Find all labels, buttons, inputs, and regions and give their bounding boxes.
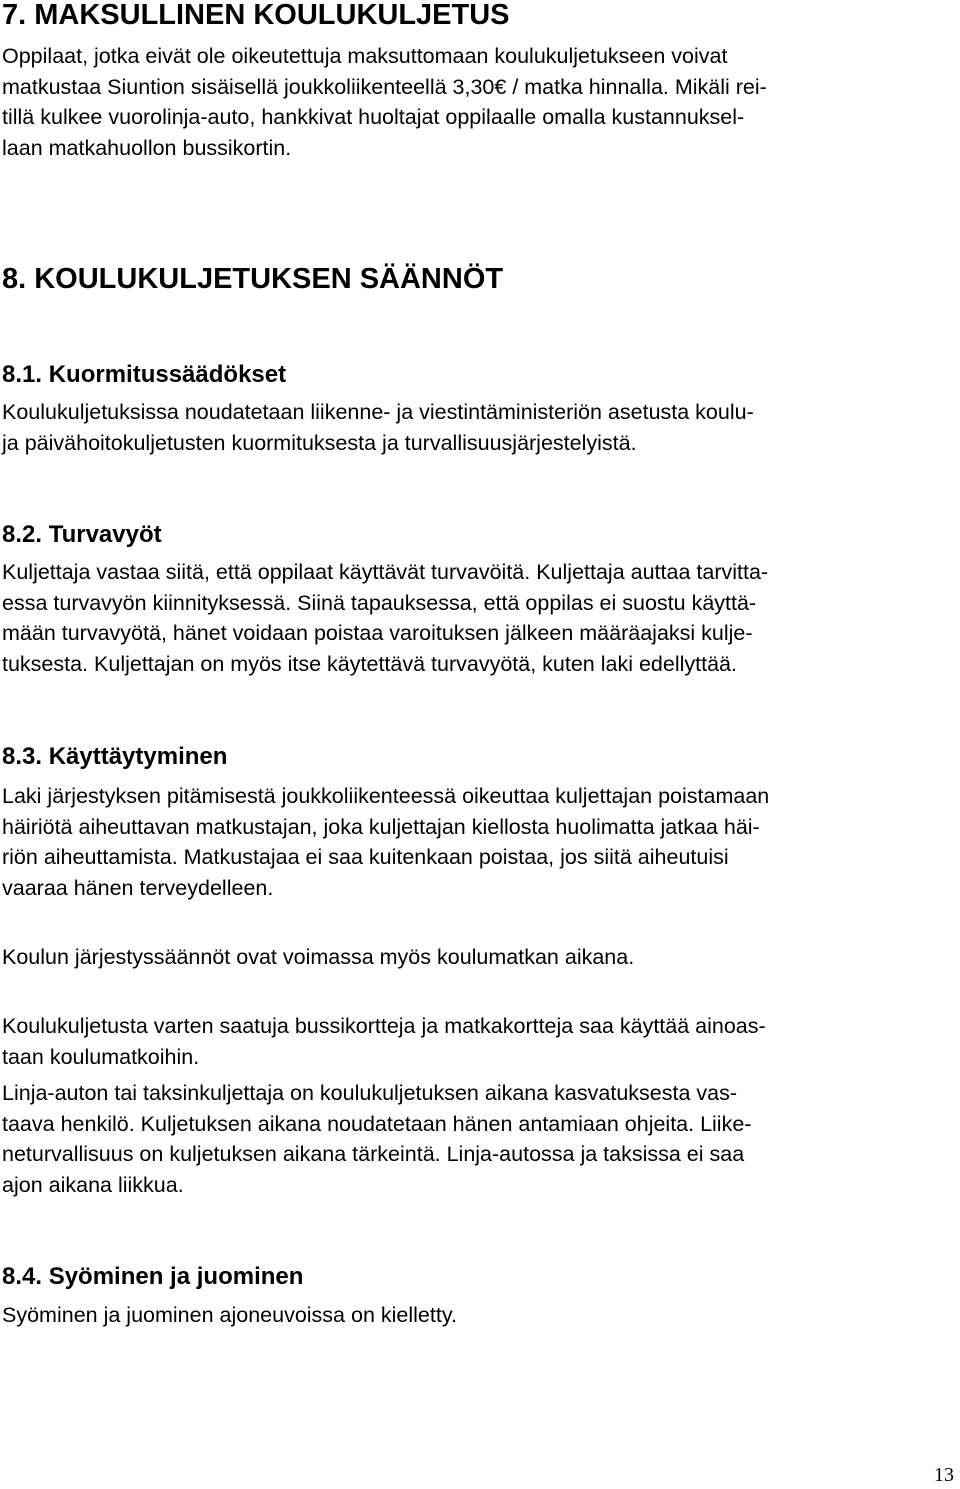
paragraph-line: Kuljettaja vastaa siitä, että oppilaat käyttävät turvavöitä. Kuljettaja auttaa tarvitta- xyxy=(2,560,769,584)
paragraph-line: riön aiheuttamista. Matkustajaa ei saa kuitenkaan poistaa, jos siitä aiheutuisi xyxy=(2,845,729,869)
paragraph-line: Koulun järjestyssäännöt ovat voimassa myös koulumatkan aikana. xyxy=(2,945,635,969)
page-number: 13 xyxy=(934,1464,954,1486)
paragraph-line: essa turvavyön kiinnityksessä. Siinä tapauksessa, että oppilas ei suostu käyttä- xyxy=(2,590,757,615)
paragraph-line: laan matkahuollon bussikortin. xyxy=(2,135,292,160)
paragraph-line: tuksesta. Kuljettajan on myös itse käytettävä turvavyötä, kuten laki edellyttää. xyxy=(2,651,737,676)
section-8-4-paragraph xyxy=(2,1300,958,1331)
paragraph-line: tillä kulkee vuorolinja-auto, hankkivat huoltajat oppilaalle omalla kustannuksel- xyxy=(2,105,745,129)
section-8-2-heading: 8.2. Turvavyöt xyxy=(2,521,162,548)
paragraph-line: häiriötä aiheuttavan matkustajan, joka kuljettajan kiellosta huolimatta jatkaa häi- xyxy=(2,814,760,839)
section-8-3-paragraph-3 xyxy=(2,1011,958,1072)
paragraph-line: matkustaa Siuntion sisäisellä joukkoliikenteellä 3,30€ / matka hinnalla. Mikäli rei- xyxy=(2,74,767,99)
section-8-3-paragraph-1 xyxy=(2,781,958,903)
section-8-3-paragraph-4 xyxy=(2,1078,958,1200)
paragraph-line: Syöminen ja juominen ajoneuvoissa on kielletty. xyxy=(2,1303,457,1327)
paragraph-line: Koulukuljetusta varten saatuja bussikortteja ja matkakortteja saa käyttää ainoas- xyxy=(2,1014,766,1038)
paragraph-line: vaaraa hänen terveydelleen. xyxy=(2,875,274,900)
section-8-1-heading: 8.1. Kuormitussäädökset xyxy=(2,361,287,388)
section-7-heading: 7. MAKSULLINEN KOULUKULJETUS xyxy=(2,0,510,31)
section-8-heading: 8. KOULUKULJETUKSEN SÄÄNNÖT xyxy=(2,263,504,295)
section-8-2-paragraph xyxy=(2,557,958,679)
paragraph-line: Linja-auton tai taksinkuljettaja on koulukuljetuksen aikana kasvatuksesta vas- xyxy=(2,1081,738,1105)
paragraph-line: neturvallisuus on kuljetuksen aikana tärkeintä. Linja-autossa ja taksissa ei saa xyxy=(2,1142,745,1166)
paragraph-line: Laki järjestyksen pitämisestä joukkoliikenteessä oikeuttaa kuljettajan poistamaan xyxy=(2,784,770,808)
paragraph-line: mään turvavyötä, hänet voidaan poistaa varoituksen jälkeen määräajaksi kulje- xyxy=(2,621,753,645)
paragraph-line: ajon aikana liikkua. xyxy=(2,1172,184,1197)
section-8-3-heading: 8.3. Käyttäytyminen xyxy=(2,743,228,770)
paragraph-line: taan koulumatkoihin. xyxy=(2,1044,200,1069)
paragraph-line: ja päivähoitokuljetusten kuormituksesta ja turvallisuusjärjestelyistä. xyxy=(2,430,637,455)
paragraph-line: Koulukuljetuksissa noudatetaan liikenne- ja viestintäministeriön asetusta koulu- xyxy=(2,400,754,424)
section-8-1-paragraph xyxy=(2,397,958,458)
paragraph-line: Oppilaat, jotka eivät ole oikeutettuja maksuttomaan koulukuljetukseen voivat xyxy=(2,44,728,68)
section-7-paragraph xyxy=(2,41,958,163)
section-8-3-paragraph-2 xyxy=(2,942,958,973)
section-8-4-heading: 8.4. Syöminen ja juominen xyxy=(2,1263,304,1290)
paragraph-line: taava henkilö. Kuljetuksen aikana noudatetaan hänen antamiaan ohjeita. Liike- xyxy=(2,1111,752,1136)
